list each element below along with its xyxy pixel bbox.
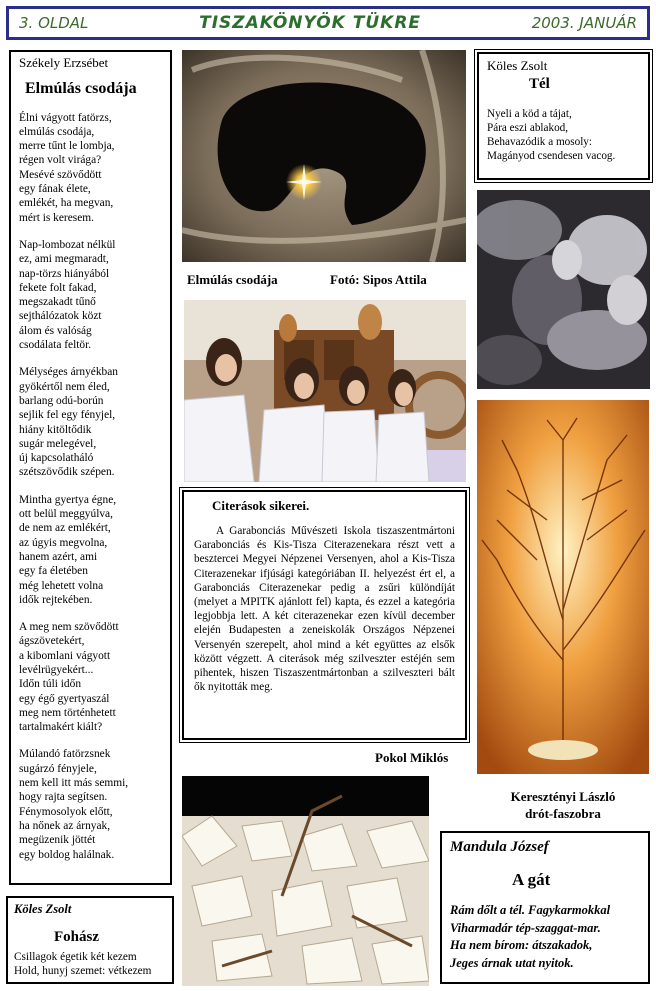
poem-line: sugár melegével, <box>19 437 97 450</box>
photo-title-caption: Elmúlás csodája <box>187 272 278 287</box>
photo-credit: Fotó: Sipos Attila <box>330 272 427 287</box>
poem-line: szétszövődik szépen. <box>19 466 115 479</box>
poem-line: új kapcsolatháló <box>19 452 94 465</box>
poem-line: Nyeli a köd a tájat, <box>487 108 572 120</box>
poem-line: a kibomlani vágyott <box>19 649 111 662</box>
poem-title: Fohász <box>54 929 99 945</box>
newspaper-title: TISZAKÖNYÖK TÜKRE <box>199 13 422 33</box>
poem-line: régen volt virága? <box>19 154 102 167</box>
photo-wire-tree <box>477 400 649 774</box>
poem-line: barlang odú-borún <box>19 394 104 407</box>
poem-author: Székely Erzsébet <box>19 55 109 70</box>
poem-line: idők rejtekében. <box>19 593 93 606</box>
poem-author: Köles Zsolt <box>14 902 72 916</box>
poem-stanza <box>19 365 162 479</box>
poem-line: hiány kitöltődik <box>19 423 92 436</box>
poem-line: Mintha gyertya égne, <box>19 493 117 506</box>
poem-line: csodálata feltör. <box>19 339 92 352</box>
poem-line: mért is keresem. <box>19 211 94 224</box>
poem-line: A meg nem szövődött <box>19 621 119 634</box>
poem-line: gyökértől nem éled, <box>19 380 110 393</box>
poem-line: sejlik fel egy fényjel, <box>19 409 116 422</box>
poem-line: merre tűnt le lombja, <box>19 140 115 153</box>
masthead-bar <box>6 6 650 40</box>
poem-line: Pára eszi ablakod, <box>487 122 569 134</box>
poem-line: hogy rajta segítsen. <box>19 791 108 804</box>
poem-line: ez, ami megmaradt, <box>19 253 109 266</box>
photo-hollow-trunk <box>182 50 466 262</box>
page-number: 3. OLDAL <box>19 14 89 32</box>
poem-line: meg nem történhetett <box>19 706 116 719</box>
poem-elmulas-box <box>9 50 172 885</box>
article-body: A Garabonciás Művészeti Iskola tiszaszentmártoni Garabonciás és Kis-Tisza Citerazenekara részt vett a besztercei Megyei Népzenei Versenyen, ahol a Kis-Tisza Citerazenekar ifjúsági kategóriában II. helyezést ért el, a Garabonciás Citerazenekar pedig a zsűri különdíját (melyet a MPITK ajánlott fel) kapta, és ezzel a kategória legjobbja lett. A két citerazenekar ezen kívül december elején Budapesten a zeneiskolák Országos Népzenei Versenyén szerepelt, ahol mind a két együttes az elsők között végzett. A citerások még szilveszter estéjén sem pihentek, hiszen Tiszaszentmártonban a szilveszteri bált ők nyitották meg. <box>194 525 455 694</box>
poem-line: egy égő gyertyaszál <box>19 692 110 705</box>
poem-line: az úgyis megvolna, <box>19 536 108 549</box>
poem-line: egy fának élete, <box>19 183 91 196</box>
poem-stanzas <box>19 111 162 862</box>
poem-title: Tél <box>529 76 550 92</box>
poem-line: Behavazódik a mosoly: <box>487 136 593 148</box>
poem-line: Fénymosolyok előtt, <box>19 805 113 818</box>
poem-line: nap-törzs hiányából <box>19 267 110 280</box>
poem-line: nem kell itt más semmi, <box>19 777 129 790</box>
poem-line: elmúlás csodája, <box>19 125 95 138</box>
photo-ice-twigs <box>182 776 429 986</box>
poem-stanza <box>19 747 162 861</box>
poem-line: Időn túli időn <box>19 678 82 691</box>
poem-author: Mandula József <box>450 839 549 855</box>
poem-stanza <box>19 111 162 225</box>
sculpture-description: drót-faszobra <box>525 806 601 821</box>
article-title: Citerások sikerei. <box>212 498 310 513</box>
poem-line: Magányod csendesen vacog. <box>487 150 616 162</box>
poem-line: Élni vágyott fatörzs, <box>19 111 112 124</box>
poem-line: de nem az emlékért, <box>19 522 111 535</box>
photo-citeras-girls <box>184 300 466 482</box>
poem-line: ha nőnek az árnyak, <box>19 819 111 832</box>
poem-line: hanem azért, ami <box>19 550 98 563</box>
poem-line: egy boldog halálnak. <box>19 848 115 861</box>
poem-line: ott belül meggyúlva, <box>19 508 113 521</box>
poem-title: A gát <box>512 870 551 889</box>
poem-stanza <box>19 493 162 607</box>
photo-frost-texture <box>477 190 650 389</box>
poem-line: Rám dőlt a tél. Fagykarmokkal <box>450 903 611 917</box>
poem-line: Nap-lombozat nélkül <box>19 238 116 251</box>
article-citerasok <box>182 490 467 740</box>
poem-line: Mesévé szövődött <box>19 168 102 181</box>
poem-line: megszakadt tűnő <box>19 296 96 309</box>
poem-line: levélrügyekért... <box>19 663 94 676</box>
poem-line: fekete folt fakad, <box>19 281 97 294</box>
poem-author: Köles Zsolt <box>487 58 548 73</box>
poem-line: egy fa életében <box>19 565 88 578</box>
poem-line: sugárzó fényjele, <box>19 762 97 775</box>
poem-line: álom és valóság <box>19 324 92 337</box>
poem-line: sejthálózatok közt <box>19 310 102 323</box>
poem-fohasz-box <box>6 896 174 984</box>
poem-title: Elmúlás csodája <box>25 80 137 98</box>
sculpture-artist: Keresztényi László <box>510 789 616 804</box>
poem-line: Ha nem bírom: átszakadok, <box>450 938 593 952</box>
poem-line: még lehetett volna <box>19 579 104 592</box>
poem-line: Csillagok égetik két kezem <box>14 951 137 963</box>
poem-line: Viharmadár tép-szaggat-mar. <box>450 920 601 935</box>
poem-stanza <box>19 620 162 734</box>
issue-date: 2003. JANUÁR <box>531 14 637 32</box>
poem-line: Mélységes árnyékban <box>19 366 119 379</box>
poem-line: tartalmakért kiált? <box>19 721 103 734</box>
article-author: Pokol Miklós <box>375 750 449 765</box>
poem-stanza <box>19 238 162 352</box>
poem-line: Jeges árnak utat nyitok. <box>450 955 574 970</box>
sculpture-caption <box>478 788 648 822</box>
poem-line: Hold, hunyj szemet: vétkezem <box>14 965 152 977</box>
poem-line: emlékét, ha megvan, <box>19 197 114 210</box>
poem-line: Múlandó fatörzsnek <box>19 748 111 761</box>
poem-tel-box <box>477 52 650 180</box>
poem-line: megüzenik jöttét <box>19 834 96 847</box>
poem-line: ágszövetekért, <box>19 635 85 648</box>
poem-gat-box <box>440 831 650 984</box>
